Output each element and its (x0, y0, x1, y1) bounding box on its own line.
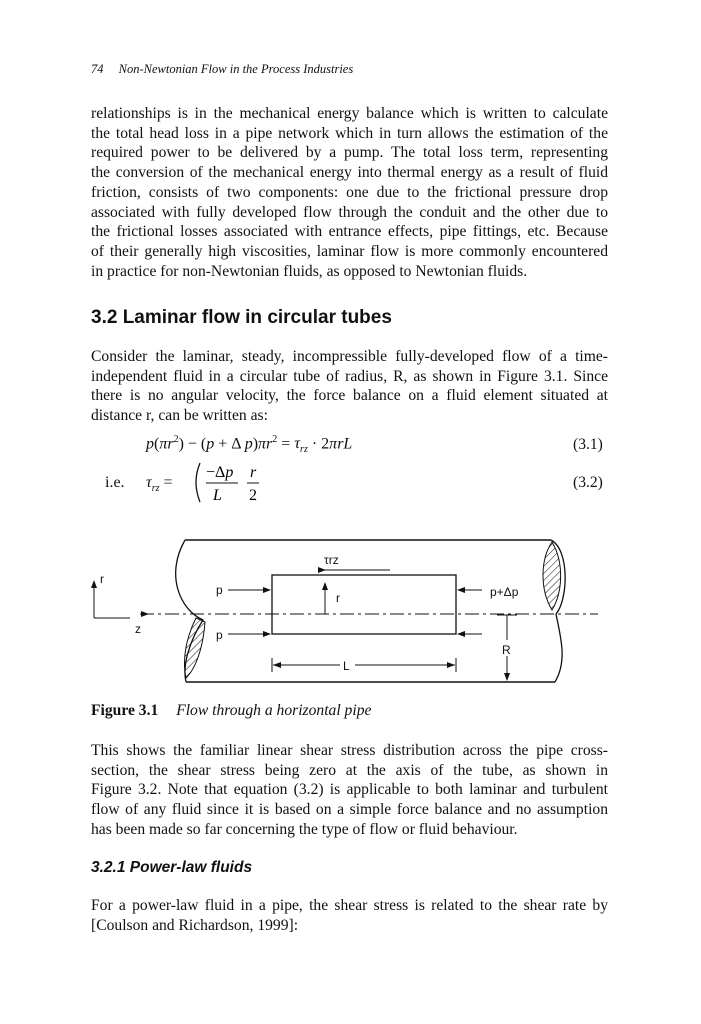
paragraph-shear-distribution (91, 741, 608, 840)
text-line: independent fluid in a circular tube of radius, R, as shown in Figure 3.1. Since (91, 367, 608, 385)
text-line: flow of any fluid since it is based on a simple force balance and no assumption (91, 801, 608, 819)
equation-prefix: i.e. (105, 474, 125, 491)
text-line: This shows the familiar linear shear stress distribution across the pipe cross- (91, 742, 608, 759)
text-line: associated with fully developed flow through the conduit and the other due to (91, 203, 608, 221)
figure-caption-label: Figure 3.1 (91, 702, 159, 719)
text-line: [Coulson and Richardson, 1999]: (91, 916, 299, 934)
shear-stress-label: τrz (324, 553, 339, 567)
equation-3-2-rhs (190, 460, 280, 506)
text-line: the conversion of the mechanical energy into thermal energy as a result of fluid (91, 164, 608, 182)
svg-text:−Δp: −Δp (206, 464, 234, 481)
pipe-radius-label: R (502, 643, 511, 657)
text-line: For a power-law fluid in a pipe, the shear stress is related to the shear rate by (91, 897, 608, 914)
svg-text:r: r (250, 464, 257, 481)
equation-number-3-2: (3.2) (573, 474, 603, 491)
pressure-delta-label: p+Δp (490, 585, 519, 599)
pipe-flow-diagram (0, 530, 701, 695)
z-axis-label: z (135, 622, 141, 636)
r-axis-label: r (100, 572, 104, 586)
text-line: relationships is in the mechanical energy balance which is written to calculate (91, 105, 608, 122)
text-line: Figure 3.2. Note that equation (3.2) is applicable to both laminar and turbulent (91, 781, 608, 799)
text-line: there is no angular velocity, the force balance on a fluid element situated at (91, 387, 608, 405)
text-line: the frictional losses associated with entrance effects, pipe fittings, etc. Because (91, 223, 608, 241)
text-line: friction, consists of two components: one due to the frictional pressure drop (91, 183, 608, 201)
fluid-element (272, 575, 456, 634)
text-line: has been made so far concerning the type of flow or fluid behaviour. (91, 820, 518, 838)
figure-caption-text: Flow through a horizontal pipe (176, 702, 372, 719)
page-number: 74 (91, 62, 104, 76)
running-title: Non-Newtonian Flow in the Process Industries (118, 62, 354, 76)
paragraph-power-law (91, 896, 608, 935)
equation-3-2-lhs: $\tau_{rz}$ = (146, 474, 173, 495)
left-cross-section (184, 618, 205, 678)
text-line: in practice for non-Newtonian fluids, as opposed to Newtonian fluids. (91, 262, 528, 280)
running-header (91, 62, 353, 77)
section-heading: 3.2 Laminar flow in circular tubes (91, 307, 392, 328)
svg-text:2: 2 (249, 487, 257, 504)
subsection-heading: 3.2.1 Power-law fluids (91, 859, 253, 876)
pressure-label-bottom: p (216, 628, 223, 642)
text-line: section, the shear stress being zero at the axis of the tube, as shown in (91, 761, 608, 779)
text-line: Consider the laminar, steady, incompressible fully-developed flow of a time- (91, 348, 608, 365)
text-line: required power to be delivered by a pump. The total loss term, representing (91, 144, 608, 162)
paragraph-force-balance (91, 347, 608, 426)
text-line: the total head loss in a pipe network which in turn allows the estimation of the (91, 124, 608, 142)
pressure-label-top: p (216, 583, 223, 597)
svg-text:L: L (213, 487, 222, 504)
equation-number-3-1: (3.1) (573, 436, 603, 453)
figure-caption (91, 702, 371, 720)
equation-3-1: $p(\pi r^2) - (p + \Delta$ $p)\pi r^2 = \tau_{rz} \cdot 2\pi rL$ (146, 434, 353, 456)
length-label: L (343, 659, 350, 673)
radius-label-inner: r (336, 591, 340, 605)
right-cross-section (543, 542, 561, 610)
text-line: distance r, can be written as: (91, 407, 268, 425)
text-line: of their generally high viscosities, laminar flow is more commonly encountered (91, 242, 608, 260)
paragraph-intro (91, 104, 608, 281)
